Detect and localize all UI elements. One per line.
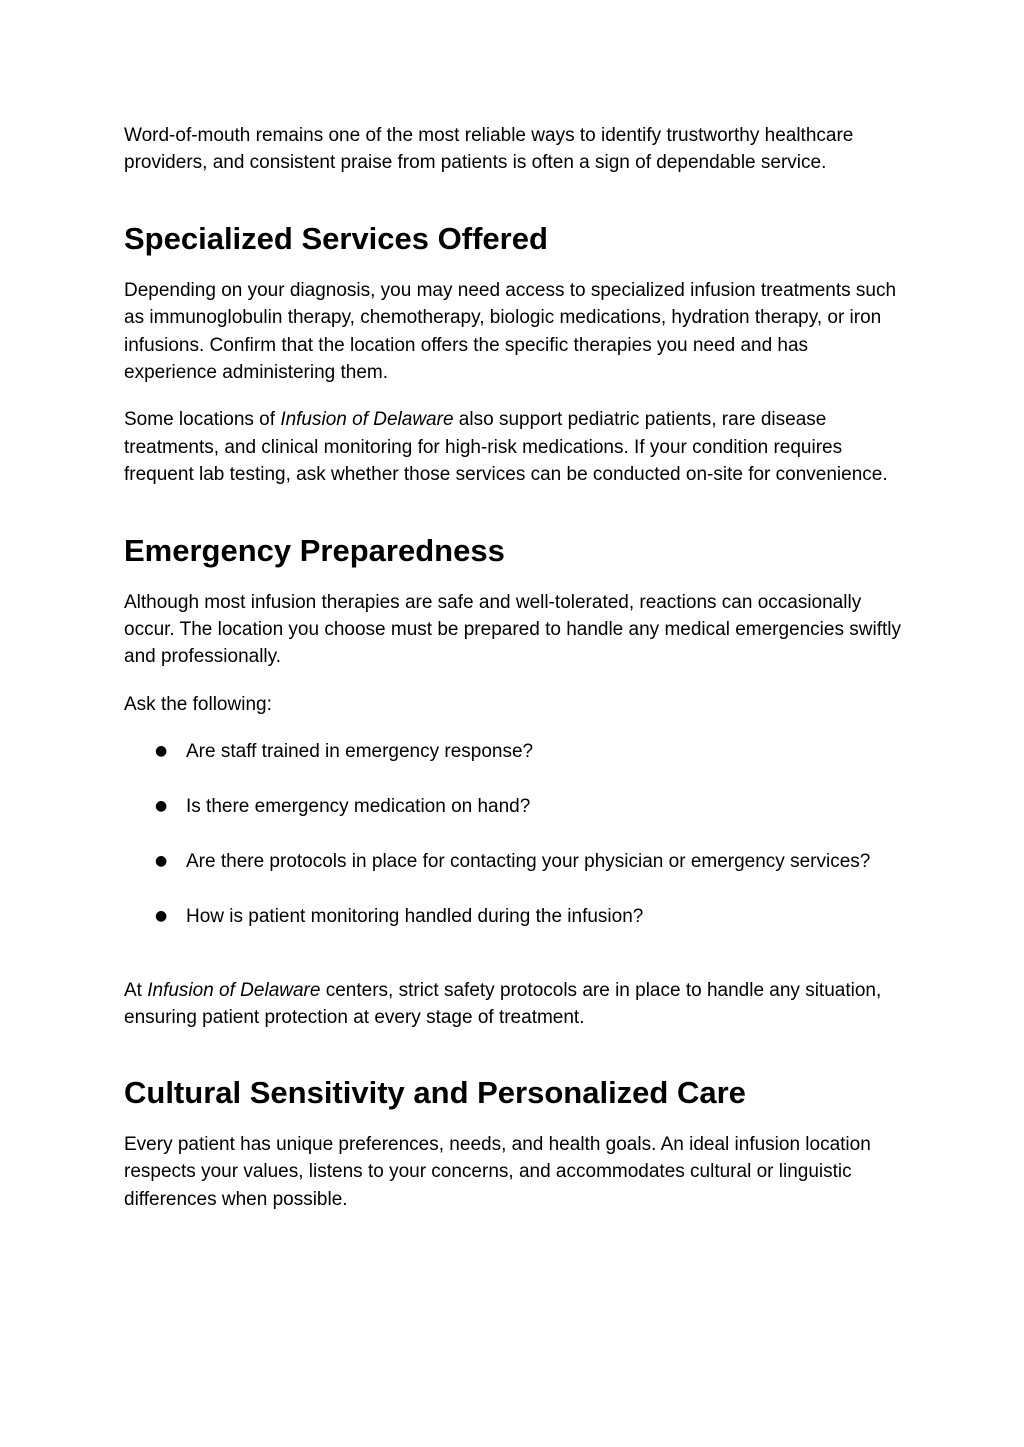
services-paragraph-2-prefix: Some locations of	[124, 409, 281, 431]
list-item-text: Are staff trained in emergency response?	[186, 741, 534, 763]
closing-suffix: centers, strict safety protocols are in place to handle any situation, ensuring patient protection at every stage of treatment.	[124, 980, 882, 1029]
list-item	[124, 793, 904, 820]
bullet-icon: ●	[155, 798, 168, 815]
closing-prefix: At	[124, 980, 148, 1002]
emergency-heading: Emergency Preparedness	[124, 532, 505, 568]
cultural-heading: Cultural Sensitivity and Personalized Care	[124, 1074, 746, 1110]
cultural-paragraph-1: Every patient has unique preferences, needs, and health goals. An ideal infusion location respects your values, listens to your concerns, and accommodates cultural or linguistic differences when possible.	[124, 1133, 871, 1210]
brand-name-italic: Infusion of Delaware	[147, 980, 321, 1002]
list-item	[124, 848, 904, 875]
list-item-text: How is patient monitoring handled during the infusion?	[186, 905, 644, 927]
services-paragraph-1: Depending on your diagnosis, you may need access to specialized infusion treatments such as immunoglobulin therapy, chemotherapy, biologic medications, hydration therapy, or iron infusions. Confirm that the location offers the specific therapies you need and has experience administering them.	[124, 279, 897, 384]
services-paragraph-2-suffix: also support pediatric patients, rare disease treatments, and clinical monitoring for high-risk medications. If your condition requires frequent lab testing, ask whether those services can be conducted on-site for convenience.	[124, 409, 888, 486]
brand-name-italic: Infusion of Delaware	[280, 409, 454, 431]
bullet-icon: ●	[155, 907, 168, 924]
emergency-closing-paragraph	[124, 977, 904, 1032]
bullet-icon: ●	[155, 852, 168, 869]
list-item-text: Is there emergency medication on hand?	[186, 796, 531, 818]
bullet-icon: ●	[155, 743, 168, 760]
ask-following-label: Ask the following:	[124, 693, 272, 715]
emergency-question-list	[124, 738, 904, 930]
services-paragraph-2	[124, 406, 904, 488]
intro-paragraph: Word-of-mouth remains one of the most reliable ways to identify trustworthy healthcare providers, and consistent praise from patients is often a sign of dependable service.	[124, 125, 854, 174]
list-item	[124, 903, 904, 930]
list-item	[124, 738, 904, 765]
document-page	[124, 122, 904, 1213]
list-item-text: Are there protocols in place for contacting your physician or emergency services?	[186, 850, 871, 872]
services-heading: Specialized Services Offered	[124, 220, 548, 256]
emergency-paragraph-1: Although most infusion therapies are safe and well-tolerated, reactions can occasionally occur. The location you choose must be prepared to handle any medical emergencies swiftly and professionally.	[124, 591, 901, 668]
